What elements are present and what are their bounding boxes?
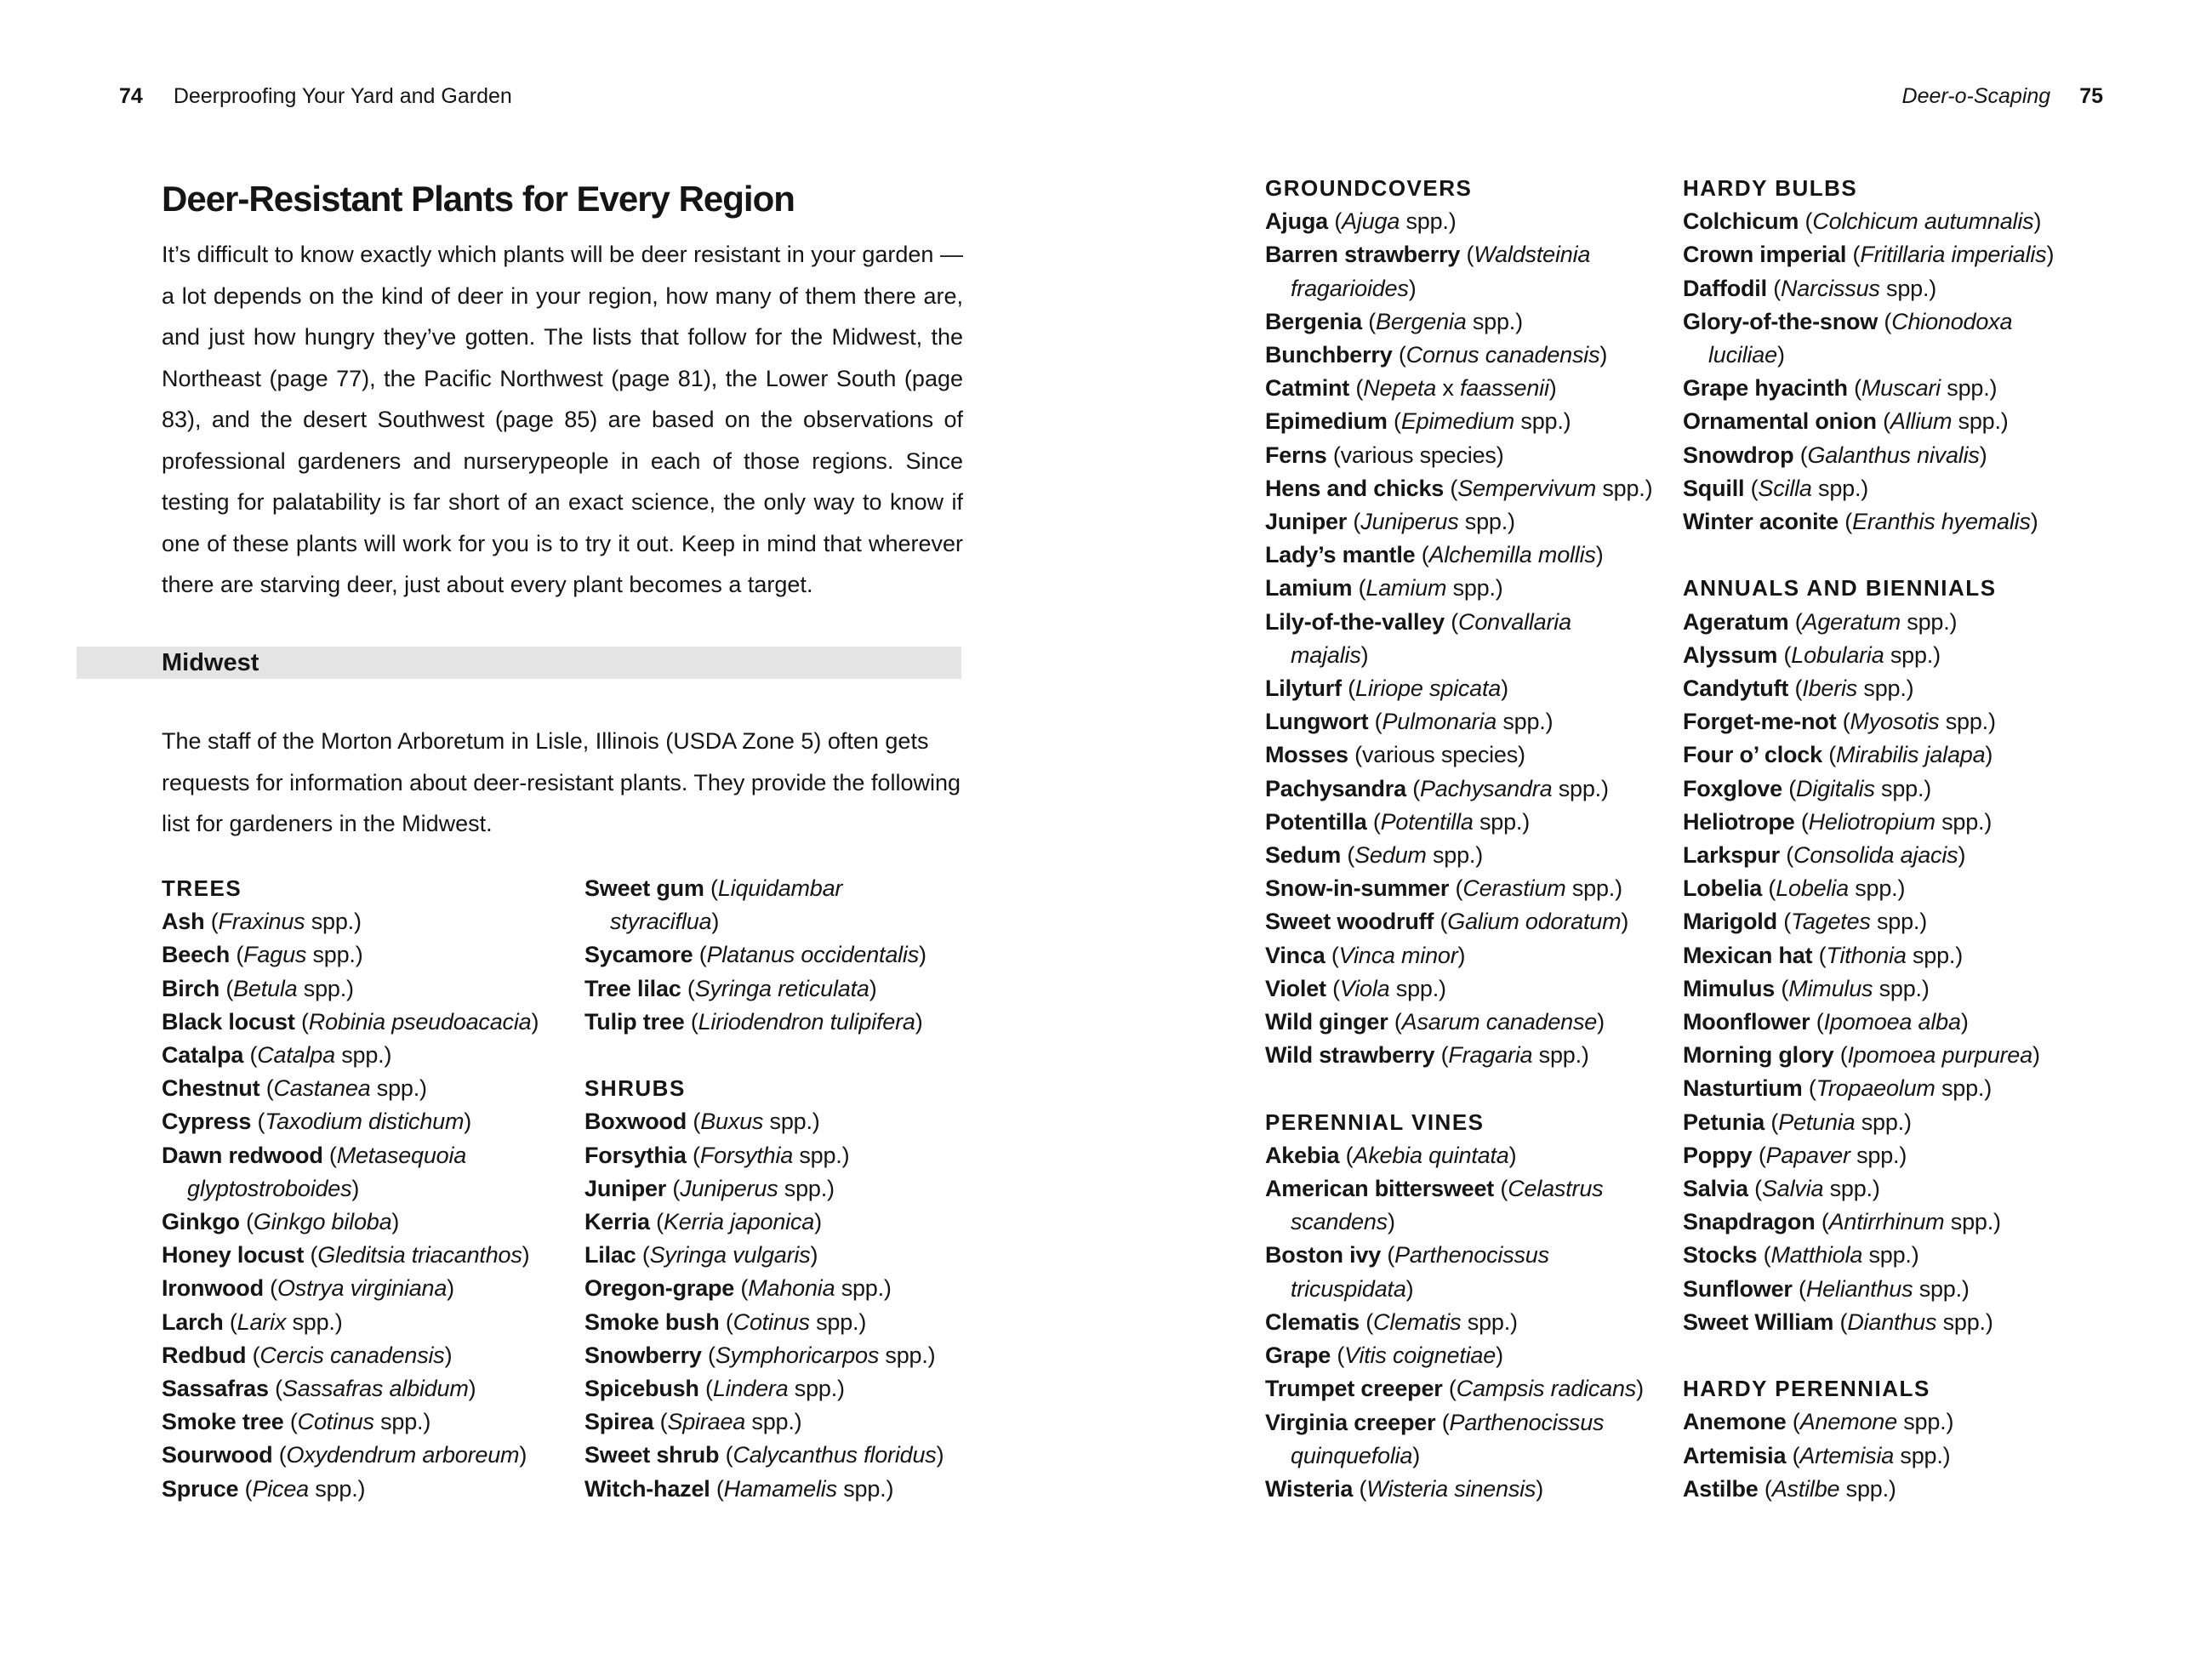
plant-item: Larch (Larix spp.) bbox=[162, 1308, 343, 1335]
page-number-left: 74 bbox=[119, 84, 143, 108]
plant-item: Ajuga (Ajuga spp.) bbox=[1265, 208, 1457, 235]
plant-item: Larkspur (Consolida ajacis) bbox=[1683, 842, 1966, 869]
plant-item: Lamium (Lamium spp.) bbox=[1265, 575, 1503, 601]
plant-item: Black locust (Robinia pseudoacacia) bbox=[162, 1008, 539, 1035]
plant-item: Lady’s mantle (Alchemilla mollis) bbox=[1265, 542, 1604, 568]
plant-list-section bbox=[584, 872, 993, 1039]
plant-item: Potentilla (Potentilla spp.) bbox=[1265, 808, 1531, 835]
plant-item: Catmint (Nepeta x faassenii) bbox=[1265, 375, 1557, 402]
section-intro-paragraph: The staff of the Morton Arboretum in Lisle, Illinois (USDA Zone 5) often gets requests for information about deer-resistant plants. They provide the following list for gardeners in the Midwest. bbox=[162, 728, 961, 836]
plant-item: Violet (Viola spp.) bbox=[1265, 975, 1446, 1001]
plant-item: Anemone (Anemone spp.) bbox=[1683, 1409, 1954, 1435]
plant-list-section bbox=[162, 872, 570, 1506]
section-heading-bar bbox=[77, 647, 961, 679]
plant-item: Daffodil (Narcissus spp.) bbox=[1683, 275, 1937, 301]
plant-item: Juniper (Juniperus spp.) bbox=[1265, 509, 1515, 535]
plant-item: Mosses (various species) bbox=[1265, 742, 1525, 768]
plant-item: Tulip tree (Liriodendron tulipifera) bbox=[584, 1008, 923, 1035]
plant-list-column-trees-cont-shrubs bbox=[584, 872, 993, 1506]
plant-item: Oregon-grape (Mahonia spp.) bbox=[584, 1275, 892, 1302]
plant-item: Lily-of-the-valley (Convallaria majalis) bbox=[1265, 608, 1571, 668]
plant-list-section bbox=[584, 1072, 993, 1506]
plant-item: Lobelia (Lobelia spp.) bbox=[1683, 875, 1906, 902]
plant-list-section bbox=[1683, 172, 2117, 539]
list-section-heading: GROUNDCOVERS bbox=[1265, 175, 1473, 201]
plant-list-column-groundcovers-vines bbox=[1265, 172, 1678, 1506]
plant-item: Petunia (Petunia spp.) bbox=[1683, 1109, 1912, 1135]
plant-item: Moonflower (Ipomoea alba) bbox=[1683, 1009, 1969, 1035]
plant-item: Sassafras (Sassafras albidum) bbox=[162, 1376, 476, 1402]
plant-item: Ash (Fraxinus spp.) bbox=[162, 909, 362, 935]
plant-item: Squill (Scilla spp.) bbox=[1683, 475, 1869, 501]
plant-item: Heliotrope (Heliotropium spp.) bbox=[1683, 808, 1993, 835]
plant-item: Snapdragon (Antirrhinum spp.) bbox=[1683, 1209, 2001, 1235]
plant-item: Salvia (Salvia spp.) bbox=[1683, 1176, 1880, 1202]
plant-item: Marigold (Tagetes spp.) bbox=[1683, 909, 1928, 935]
plant-item: Birch (Betula spp.) bbox=[162, 975, 354, 1001]
plant-item: Lilyturf (Liriope spicata) bbox=[1265, 676, 1508, 702]
plant-item: Snowberry (Symphoricarpos spp.) bbox=[584, 1342, 936, 1368]
plant-item: Four o’ clock (Mirabilis jalapa) bbox=[1683, 742, 1993, 768]
plant-item: Artemisia (Artemisia spp.) bbox=[1683, 1442, 1951, 1468]
chapter-title: Deer-Resistant Plants for Every Region bbox=[162, 179, 795, 219]
plant-item: Virginia creeper (Parthenocissus quinquefolia) bbox=[1265, 1409, 1605, 1468]
plant-list-section bbox=[1265, 172, 1678, 1072]
plant-item: Alyssum (Lobularia spp.) bbox=[1683, 641, 1941, 668]
plant-item: Spirea (Spiraea spp.) bbox=[584, 1409, 802, 1435]
plant-list-section bbox=[1683, 1372, 2117, 1506]
plant-item: Nasturtium (Tropaeolum spp.) bbox=[1683, 1075, 1993, 1102]
plant-item: Snowdrop (Galanthus nivalis) bbox=[1683, 442, 1987, 468]
plant-item: Spicebush (Lindera spp.) bbox=[584, 1376, 845, 1402]
plant-item: Dawn redwood (Metasequoia glyptostroboides) bbox=[162, 1142, 467, 1201]
plant-item: Ageratum (Ageratum spp.) bbox=[1683, 608, 1958, 635]
plant-item: Poppy (Papaver spp.) bbox=[1683, 1142, 1907, 1168]
list-section-heading: HARDY BULBS bbox=[1683, 175, 1858, 201]
plant-item: Trumpet creeper (Campsis radicans) bbox=[1265, 1376, 1644, 1402]
plant-item: Catalpa (Catalpa spp.) bbox=[162, 1042, 392, 1069]
plant-item: American bittersweet (Celastrus scandens) bbox=[1265, 1176, 1604, 1235]
running-head-right-text: Deer-o-Scaping bbox=[1901, 84, 2051, 108]
plant-item: Ginkgo (Ginkgo biloba) bbox=[162, 1209, 400, 1235]
plant-item: Chestnut (Castanea spp.) bbox=[162, 1075, 427, 1102]
plant-item: Snow-in-summer (Cerastium spp.) bbox=[1265, 875, 1622, 902]
page-number-right: 75 bbox=[2079, 84, 2103, 108]
plant-item: Bergenia (Bergenia spp.) bbox=[1265, 308, 1523, 334]
list-section-heading: HARDY PERENNIALS bbox=[1683, 1376, 1930, 1402]
plant-item: Honey locust (Gleditsia triacanthos) bbox=[162, 1242, 530, 1268]
plant-list-column-bulbs-annuals-perennials bbox=[1683, 172, 2117, 1506]
plant-list-section bbox=[1683, 572, 2117, 1339]
plant-item: Wild ginger (Asarum canadense) bbox=[1265, 1009, 1605, 1035]
plant-item: Epimedium (Epimedium spp.) bbox=[1265, 408, 1571, 435]
plant-item: Ferns (various species) bbox=[1265, 442, 1504, 468]
plant-item: Wisteria (Wisteria sinensis) bbox=[1265, 1475, 1544, 1502]
plant-item: Sweet shrub (Calycanthus floridus) bbox=[584, 1442, 944, 1468]
plant-item: Morning glory (Ipomoea purpurea) bbox=[1683, 1042, 2040, 1069]
plant-item: Winter aconite (Eranthis hyemalis) bbox=[1683, 509, 2038, 535]
plant-item: Ironwood (Ostrya virginiana) bbox=[162, 1275, 454, 1302]
plant-item: Candytuft (Iberis spp.) bbox=[1683, 676, 1914, 702]
plant-item: Grape (Vitis coignetiae) bbox=[1265, 1343, 1503, 1369]
plant-item: Juniper (Juniperus spp.) bbox=[584, 1175, 835, 1201]
plant-item: Crown imperial (Fritillaria imperialis) bbox=[1683, 242, 2055, 268]
plant-list-section bbox=[1265, 1106, 1678, 1506]
plant-item: Astilbe (Astilbe spp.) bbox=[1683, 1475, 1896, 1502]
plant-item: Sedum (Sedum spp.) bbox=[1265, 842, 1484, 869]
plant-item: Smoke tree (Cotinus spp.) bbox=[162, 1409, 431, 1435]
plant-item: Beech (Fagus spp.) bbox=[162, 942, 363, 968]
plant-item: Hens and chicks (Sempervivum spp.) bbox=[1265, 475, 1653, 501]
running-head-right bbox=[1902, 83, 2103, 109]
plant-item: Colchicum (Colchicum autumnalis) bbox=[1683, 208, 2042, 235]
plant-item: Sweet William (Dianthus spp.) bbox=[1683, 1308, 1993, 1335]
plant-item: Sweet woodruff (Galium odoratum) bbox=[1265, 909, 1629, 935]
plant-item: Smoke bush (Cotinus spp.) bbox=[584, 1308, 867, 1335]
plant-item: Bunchberry (Cornus canadensis) bbox=[1265, 342, 1608, 368]
plant-item: Cypress (Taxodium distichum) bbox=[162, 1109, 472, 1135]
plant-item: Glory-of-the-snow (Chionodoxa luciliae) bbox=[1683, 308, 2013, 368]
plant-item: Mexican hat (Tithonia spp.) bbox=[1683, 942, 1963, 968]
list-section-heading: PERENNIAL VINES bbox=[1265, 1109, 1485, 1135]
plant-item: Foxglove (Digitalis spp.) bbox=[1683, 775, 1932, 801]
plant-item: Spruce (Picea spp.) bbox=[162, 1475, 366, 1502]
plant-item: Clematis (Clematis spp.) bbox=[1265, 1308, 1518, 1335]
plant-item: Kerria (Kerria japonica) bbox=[584, 1209, 822, 1235]
plant-item: Sweet gum (Liquidambar styraciflua) bbox=[584, 875, 843, 935]
list-section-heading: ANNUALS AND BIENNIALS bbox=[1683, 575, 1997, 601]
plant-item: Ornamental onion (Allium spp.) bbox=[1683, 408, 2009, 435]
plant-item: Boston ivy (Parthenocissus tricuspidata) bbox=[1265, 1242, 1549, 1302]
plant-item: Wild strawberry (Fragaria spp.) bbox=[1265, 1042, 1589, 1069]
section-heading: Midwest bbox=[162, 649, 259, 676]
running-head-left bbox=[119, 83, 512, 109]
plant-item: Sunflower (Helianthus spp.) bbox=[1683, 1275, 1970, 1302]
list-section-heading: TREES bbox=[162, 875, 242, 901]
plant-item: Redbud (Cercis canadensis) bbox=[162, 1342, 453, 1368]
plant-item: Witch-hazel (Hamamelis spp.) bbox=[584, 1475, 894, 1502]
plant-item: Grape hyacinth (Muscari spp.) bbox=[1683, 375, 1998, 402]
plant-item: Forsythia (Forsythia spp.) bbox=[584, 1142, 850, 1168]
plant-item: Forget-me-not (Myosotis spp.) bbox=[1683, 709, 1996, 735]
plant-item: Stocks (Matthiola spp.) bbox=[1683, 1242, 1919, 1268]
plant-item: Lungwort (Pulmonaria spp.) bbox=[1265, 709, 1554, 735]
plant-item: Boxwood (Buxus spp.) bbox=[584, 1109, 820, 1135]
plant-item: Barren strawberry (Waldsteinia fragarioides) bbox=[1265, 242, 1591, 301]
plant-item: Pachysandra (Pachysandra spp.) bbox=[1265, 775, 1609, 801]
plant-item: Sourwood (Oxydendrum arboreum) bbox=[162, 1442, 527, 1468]
plant-item: Mimulus (Mimulus spp.) bbox=[1683, 975, 1930, 1001]
intro-paragraph: It’s difficult to know exactly which plants will be deer resistant in your garden — a lot depends on the kind of deer in your region, how many of them there are, and just how hungry they’ve gotten. The lists that follow for the Midwest, the Northeast (page 77), the Pacific Northwest (page 81), the Lower South (page 83), and the desert Southwest (page 85) are based on the observations of professional gardeners and nurserypeople in each of those regions. Since testing for palatability is far short of an exact science, the only way to know if one of these plants will work for you is to try it out. Keep in mind that wherever there are starving deer, just about every plant becomes a target. bbox=[162, 242, 963, 597]
plant-item: Akebia (Akebia quintata) bbox=[1265, 1142, 1517, 1168]
plant-item: Sycamore (Platanus occidentalis) bbox=[584, 942, 926, 968]
plant-item: Lilac (Syringa vulgaris) bbox=[584, 1242, 818, 1268]
plant-item: Tree lilac (Syringa reticulata) bbox=[584, 975, 877, 1001]
list-section-heading: SHRUBS bbox=[584, 1075, 686, 1102]
running-head-left-text: Deerproofing Your Yard and Garden bbox=[173, 84, 512, 108]
plant-item: Vinca (Vinca minor) bbox=[1265, 942, 1466, 968]
plant-list-column-trees bbox=[162, 872, 570, 1506]
